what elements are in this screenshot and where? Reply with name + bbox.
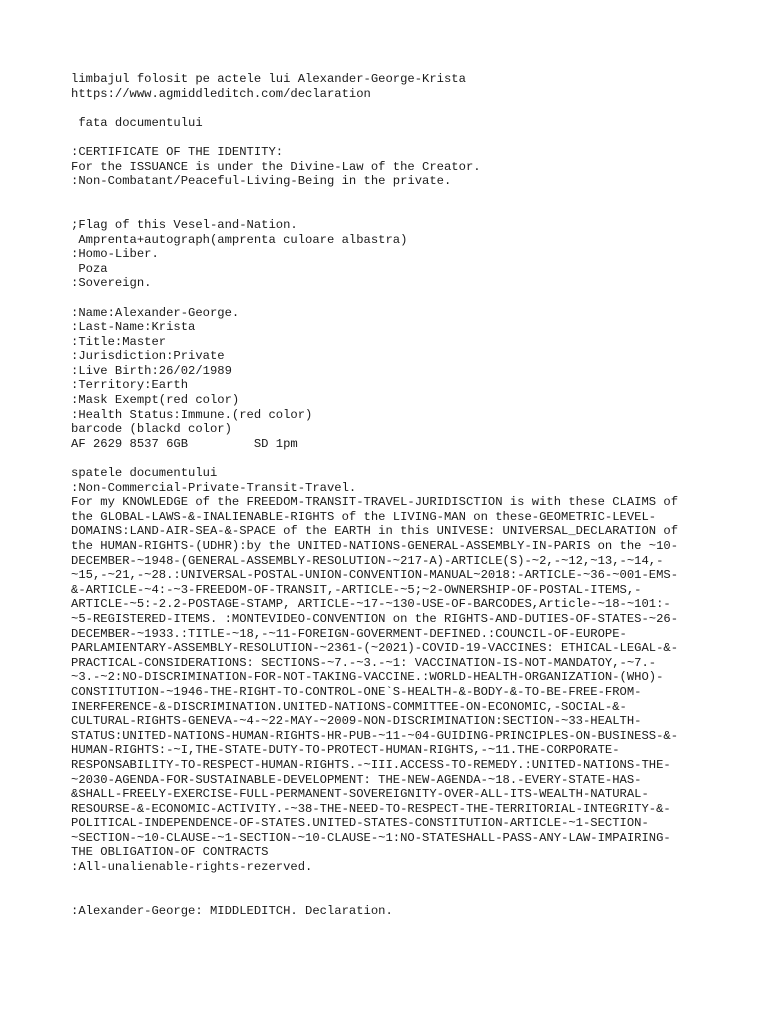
rights-reserved-line: :All-unalienable-rights-rezerved.	[71, 860, 313, 875]
declaration-body-line: &SHALL-FREELY-EXERCISE-FULL-PERMANENT-SOVEREIGNITY-OVER-ALL-ITS-WEALTH-NATURAL-	[71, 787, 649, 802]
declaration-body-line: ~5-REGISTERED-ITEMS. :MONTEVIDEO-CONVENTION on the RIGHTS-AND-DUTIES-OF-STATES-~26-	[71, 611, 679, 626]
declaration-body-line: ~3.-~2:NO-DISCRIMINATION-FOR-NOT-TAKING-VACCINE.:WORLD-HEALTH-ORGANIZATION-(WHO)-	[71, 670, 664, 685]
barcode-line: barcode (blackd color)	[71, 422, 232, 437]
declaration-body-line: ARTICLE-~5:-2.2-POSTAGE-STAMP, ARTICLE-~17-~130-USE-OF-BARCODES,Article-~18-~101:-	[71, 597, 671, 612]
code-line: AF 2629 8537 6GB SD 1pm	[71, 436, 298, 451]
declaration-body-line: For my KNOWLEDGE of the FREEDOM-TRANSIT-TRAVEL-JURIDISCTION is with these CLAIMS of	[71, 495, 679, 510]
declaration-url: https://www.agmiddleditch.com/declaration	[71, 86, 371, 101]
document-page	[71, 72, 711, 918]
declaration-body-line: ~15,-~21,-~28.:UNIVERSAL-POSTAL-UNION-CONVENTION-MANUAL~2018:-ARTICLE-~36-~001-EMS-	[71, 568, 679, 583]
declaration-body-line: RESOURSE-&-ECONOMIC-ACTIVITY.-~38-THE-NEED-TO-RESPECT-THE-TERRITORIAL-INTEGRITY-&-	[71, 801, 671, 816]
declaration-body-line: STATUS:UNITED-NATIONS-HUMAN-RIGHTS-HR-PUB-~11-~04-GUIDING-PRINCIPLES-ON-BUSINESS-&-	[71, 728, 679, 743]
name-field: :Name:Alexander-George.	[71, 305, 240, 320]
declaration-body	[71, 495, 711, 860]
declaration-body-line: DECEMBER-~1948-(GENERAL-ASSEMBLY-RESOLUTION-~217-A)-ARTICLE(S)-~2,-~12,~13,-~14,-	[71, 553, 664, 568]
declaration-body-line: DECEMBER-~1933.:TITLE-~18,-~11-FOREIGN-GOVERMENT-DEFINED.:COUNCIL-OF-EUROPE-	[71, 626, 627, 641]
transit-line: :Non-Commercial-Private-Transit-Travel.	[71, 480, 357, 495]
territory-field: :Territory:Earth	[71, 378, 189, 393]
back-heading: spatele documentului	[71, 466, 218, 481]
declaration-body-line: &-ARTICLE-~4:-~3-FREEDOM-OF-TRANSIT,-ARTICLE-~5;~2-OWNERSHIP-OF-POSTAL-ITEMS,-	[71, 582, 642, 597]
document-title-line: limbajul folosit pe actele lui Alexander-George-Krista	[71, 72, 466, 86]
sovereign-line: :Sovereign.	[71, 276, 152, 291]
noncombatant-line: :Non-Combatant/Peaceful-Living-Being in the private.	[71, 174, 452, 189]
declaration-body-line: PRACTICAL-CONSIDERATIONS: SECTIONS-~7.-~3.-~1: VACCINATION-IS-NOT-MANDATOY,-~7.-	[71, 655, 657, 670]
declaration-body-line: POLITICAL-INDEPENDENCE-OF-STATES.UNITED-STATES-CONSTITUTION-ARTICLE-~1-SECTION-	[71, 816, 649, 831]
homo-liber-line: :Homo-Liber.	[71, 247, 159, 262]
birth-field: :Live Birth:26/02/1989	[71, 363, 232, 378]
jurisdiction-field: :Jurisdiction:Private	[71, 349, 225, 364]
flag-line: ;Flag of this Vesel-and-Nation.	[71, 217, 298, 232]
signature-line: :Alexander-George: MIDDLEDITCH. Declaration.	[71, 903, 393, 918]
certificate-heading: :CERTIFICATE OF THE IDENTITY:	[71, 144, 284, 159]
front-heading: fata documentului	[71, 115, 203, 130]
last-name-field: :Last-Name:Krista	[71, 320, 196, 335]
declaration-body-line: PARLAMIENTARY-ASSEMBLY-RESOLUTION-~2361-(~2021)-COVID-19-VACCINES: ETHICAL-LEGAL-&-	[71, 641, 679, 656]
poza-line: Poza	[71, 261, 108, 276]
declaration-body-line: INERFERENCE-&-DISCRIMINATION.UNITED-NATIONS-COMMITTEE-ON-ECONOMIC,-SOCIAL-&-	[71, 699, 627, 714]
declaration-body-line: ~SECTION-~10-CLAUSE-~1-SECTION-~10-CLAUSE-~1:NO-STATESHALL-PASS-ANY-LAW-IMPAIRING-	[71, 830, 671, 845]
declaration-body-line: DOMAINS:LAND-AIR-SEA-&-SPACE of the EARTH in this UNIVESE: UNIVERSAL_DECLARATION of	[71, 524, 679, 539]
declaration-body-line: the GLOBAL-LAWS-&-INALIENABLE-RIGHTS of the LIVING-MAN on these-GEOMETRIC-LEVEL-	[71, 509, 657, 524]
mask-field: :Mask Exempt(red color)	[71, 393, 240, 408]
issuance-line: For the ISSUANCE is under the Divine-Law of the Creator.	[71, 159, 481, 174]
declaration-body-line: ~2030-AGENDA-FOR-SUSTAINABLE-DEVELOPMENT: THE-NEW-AGENDA-~18.-EVERY-STATE-HAS-	[71, 772, 642, 787]
declaration-body-line: RESPONSABILITY-TO-RESPECT-HUMAN-RIGHTS.-~III.ACCESS-TO-REMEDY.:UNITED-NATIONS-THE-	[71, 757, 671, 772]
declaration-body-line: CULTURAL-RIGHTS-GENEVA-~4-~22-MAY-~2009-NON-DISCRIMINATION:SECTION-~33-HEALTH-	[71, 714, 642, 729]
amprenta-line: Amprenta+autograph(amprenta culoare albastra)	[71, 232, 408, 247]
title-field: :Title:Master	[71, 334, 167, 349]
declaration-body-line: the HUMAN-RIGHTS-(UDHR):by the UNITED-NATIONS-GENERAL-ASSEMBLY-IN-PARIS on the ~10-	[71, 539, 679, 553]
health-field: :Health Status:Immune.(red color)	[71, 407, 313, 422]
declaration-body-line: THE OBLIGATION-OF CONTRACTS	[71, 845, 269, 860]
declaration-body-line: HUMAN-RIGHTS:-~I,THE-STATE-DUTY-TO-PROTECT-HUMAN-RIGHTS,-~11.THE-CORPORATE-	[71, 743, 620, 758]
declaration-body-line: CONSTITUTION-~1946-THE-RIGHT-TO-CONTROL-ONE`S-HEALTH-&-BODY-&-TO-BE-FREE-FROM-	[71, 684, 642, 699]
